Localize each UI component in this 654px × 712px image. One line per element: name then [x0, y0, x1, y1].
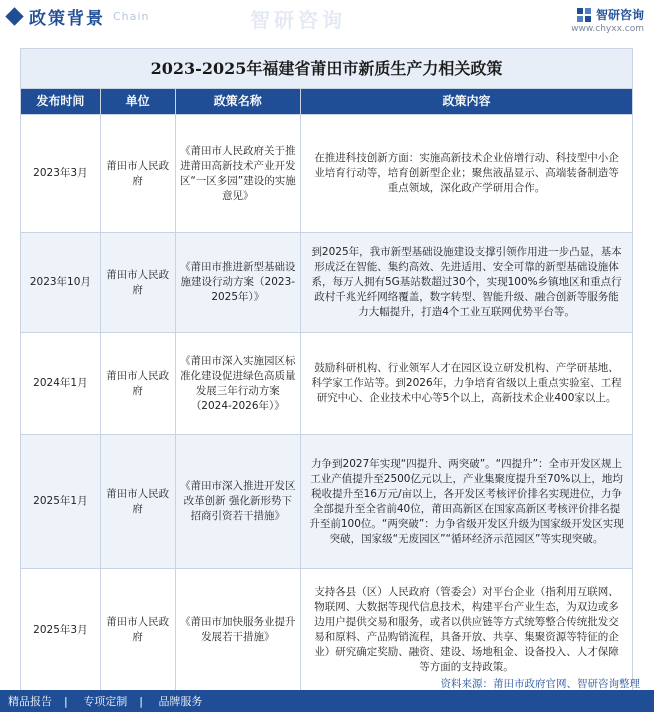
cell-policy-content: 支持各县（区）人民政府（管委会）对平台企业（指利用互联网、物联网、大数据等现代信息技术，构建平台产业生态，为双边或多边用户提供交易和服务，或者以供应链等方式统筹整合传统批发交易和原料、产品购销流程，具备开放、共享、集聚资源等特征的企业）研究确定奖励、融资、建设、场地租金、设备投入、人才保障等方面的支持政策。 [314, 586, 619, 673]
cell-date: 2025年3月 [21, 569, 101, 691]
cell-policy-name: 《莆田市深入实施园区标准化建设促进绿色高质量发展三年行动方案（2024-2026年）》 [176, 333, 302, 434]
cell-policy-name: 《莆田市推进新型基础设施建设行动方案（2023-2025年）》 [176, 233, 302, 332]
cell-date: 2024年1月 [21, 333, 101, 434]
cell-unit: 莆田市人民政府 [101, 333, 176, 434]
cell-policy-name: 《莆田市深入推进开发区改革创新 强化新形势下招商引资若干措施》 [176, 435, 302, 568]
footer-links [8, 693, 214, 709]
section-title-en: Chain [113, 10, 150, 23]
brand-logo-icon [576, 7, 592, 23]
policy-table [20, 48, 633, 692]
watermark-text: 智研咨询 [250, 8, 346, 32]
cell-policy-content: 力争到2027年实现“四提升、两突破”。“四提升”：全市开发区规上工业产值提升至2500亿元以上，产业集聚度提升至70%以上，地均税收提升至16万元/亩以上，各开发区考核评价排名实现进位，力争全部提升至全省前40位，莆田高新区在国家高新区考核评价排名提升至前100位。“两突破”：力争省级开发区升级为国家级开发区实现突破，国家级“无废园区”“循环经济示范园区”等实现突破。 [309, 457, 624, 545]
cell-date: 2023年10月 [21, 233, 101, 332]
brand-name: 智研咨询 [595, 8, 644, 22]
footer-separator: | [64, 695, 68, 708]
table-caption: 2023-2025年福建省莆田市新质生产力相关政策 [21, 49, 632, 89]
diamond-icon [5, 7, 23, 25]
brand-url: www.chyxx.com [571, 24, 644, 34]
table-row [21, 435, 632, 569]
source-note: 资料来源：莆田市政府官网、智研咨询整理 [440, 678, 640, 690]
table-row [21, 333, 632, 435]
table-row [21, 233, 632, 333]
footer-bar [0, 690, 654, 712]
cell-policy-content: 鼓励科研机构、行业领军人才在园区设立研发机构、产学研基地、科学家工作站等。到2026年，力争培育省级以上重点实验室、工程研究中心、企业技术中心等5个以上，高新技术企业400家以上。 [311, 362, 622, 404]
cell-policy-content: 在推进科技创新方面：实施高新技术企业倍增行动、科技型中小企业培育行动等，培育创新型企业；聚焦液晶显示、高端装备制造等重点领域，深化政产学研用合作。 [314, 152, 619, 194]
cell-unit: 莆田市人民政府 [101, 115, 176, 232]
footer-item-brand: 品牌服务 [158, 695, 203, 708]
table-header-row [21, 89, 632, 115]
footer-separator: | [139, 695, 143, 708]
cell-unit: 莆田市人民政府 [101, 569, 176, 691]
cell-unit: 莆田市人民政府 [101, 233, 176, 332]
footer-item-report: 精品报告 [8, 695, 52, 708]
table-row [21, 115, 632, 233]
section-title: 政策背景 [29, 9, 105, 29]
column-header-content: 政策内容 [442, 94, 491, 108]
top-bar [0, 0, 654, 36]
cell-date: 2025年1月 [21, 435, 101, 568]
cell-policy-name: 《莆田市加快服务业提升发展若干措施》 [176, 569, 302, 691]
brand-logo [576, 6, 644, 23]
column-header-date: 发布时间 [21, 89, 101, 114]
table-row [21, 569, 632, 691]
section-title-wrap [8, 4, 149, 29]
cell-policy-content: 到2025年，我市新型基础设施建设支撑引领作用进一步凸显，基本形成泛在智能、集约高效、先进适用、安全可靠的新型基础设施体系，每万人拥有5G基站数超过30个，实现100%乡镇地区和重点行政村千兆光纤网络覆盖，数字转型、智能升级、融合创新等服务能力大幅提升，打造4个工业互联网优势平台等。 [311, 246, 622, 318]
column-header-unit: 单位 [101, 89, 176, 114]
footer-item-custom: 专项定制 [83, 695, 128, 708]
cell-date: 2023年3月 [21, 115, 101, 232]
column-header-name: 政策名称 [176, 89, 302, 114]
cell-policy-name: 《莆田市人民政府关于推进莆田高新技术产业开发区“一区多园”建设的实施意见》 [176, 115, 302, 232]
cell-unit: 莆田市人民政府 [101, 435, 176, 568]
